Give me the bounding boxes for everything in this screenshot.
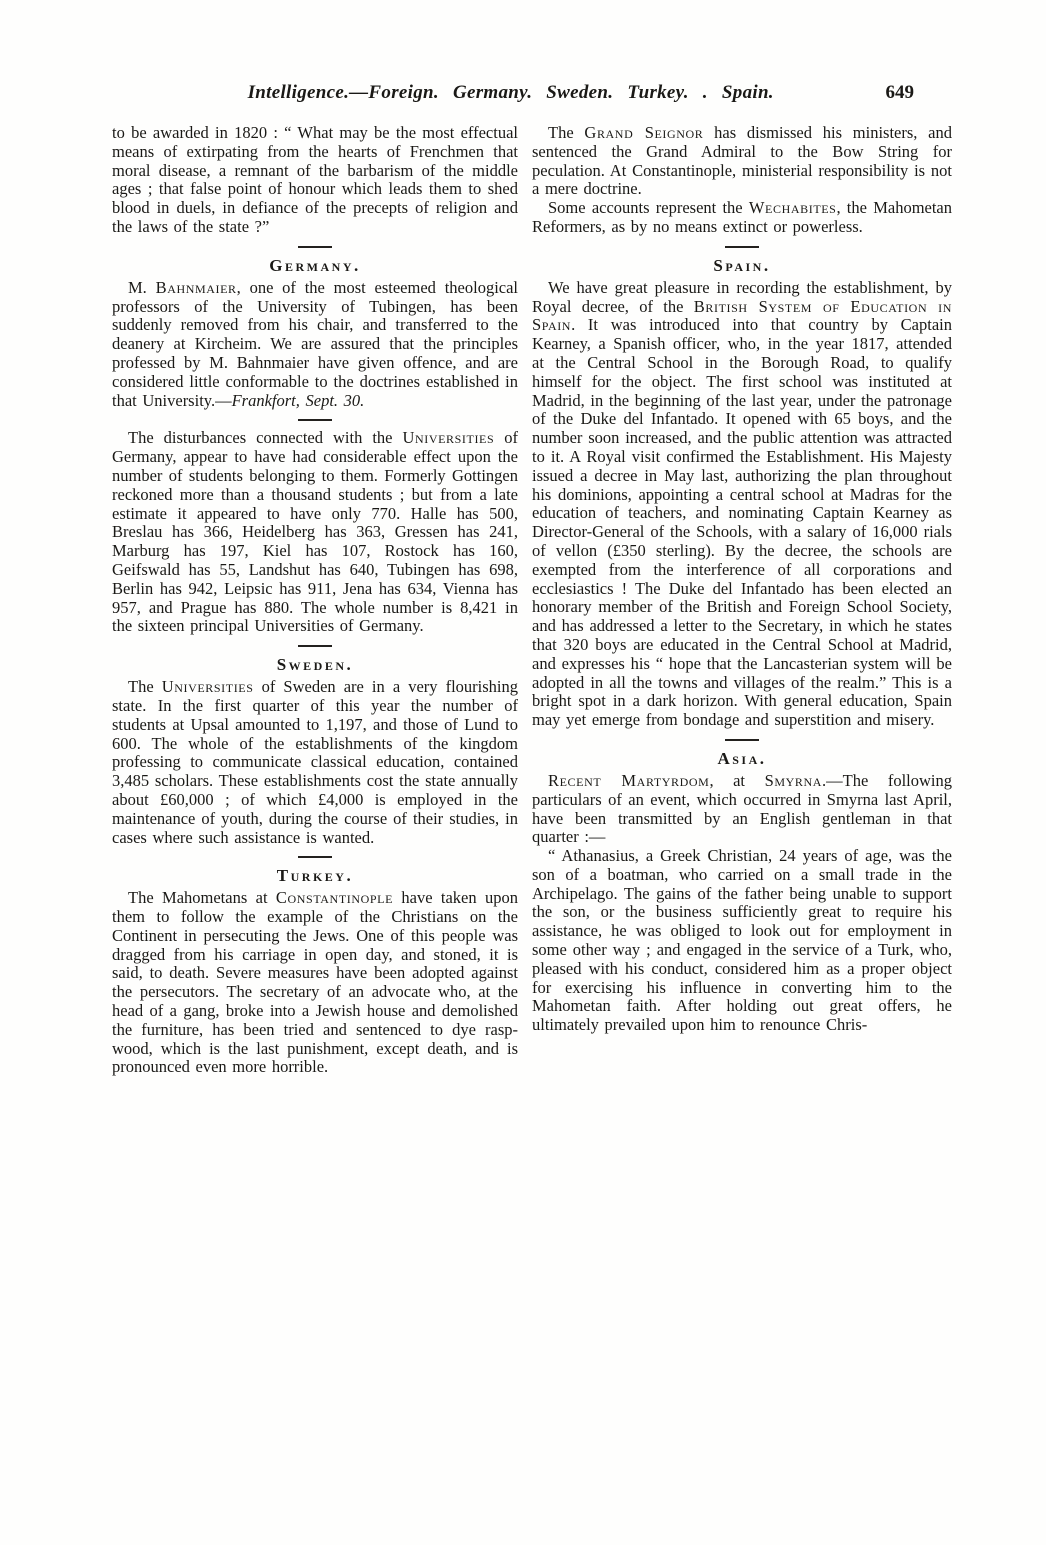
text-run: Some accounts represent the [548, 198, 749, 218]
text-run: .—The following particulars of an event, which occurred in Smyrna last April, have been transmitted by an English gentleman in that quarter :— [532, 770, 952, 847]
text-run: Universities [402, 428, 495, 448]
text-run: Grand Seignor [584, 123, 704, 142]
text-run: have taken upon them to follow the example of the Christians on the Continent in persecuting the Jews. One of this people was dragged from his carriage in open day, and stoned, it is said, to death. Severe measures have been adopted against the persecutors. The secretary of an advocate who, at the head of a gang, broke into a Jewish house and demolished the furniture, has been tried and sentenced to dye rasp-wood, which is the last punishment, except death, and is pronounced even more horrible. [112, 888, 518, 1077]
text-run: The Mahometans at [128, 888, 276, 908]
text-run: Wechabites [748, 198, 837, 218]
text-run: . It was introduced into that country by Captain Kearney, a Spanish officer, who, in the year 1817, attended at the Central School in the Borough Road, to qualify himself for the object. The first school was instituted at Madrid, in the beginning of the last year, under the patronage of the Duke del Infantado. It opened with 65 boys, and the number soon increased, and the public attention was attracted to it. A Royal visit confirmed the Establishment. His Majesty issued a decree in May last, authorizing the plan throughout his dominions, appointing a central school at Madras for the education of teachers, and nominating Captain Kearney as Director-General of the Schools, with a salary of 16,000 rials of vellon (£350 sterling). By the decree, the schools are exempted from the interference of all corporations and ecclesiastics ! The Duke del Infantado has been elected an honorary member of the British and Foreign School Society, and has addressed a letter to the Secretary, in which he states that 320 boys are educated in the Central School at Madrid, and expresses his “ hope that the Lancasterian system will be adopted in all the towns and villages of the realm.” This is a bright spot in a dark horizon. With general education, Spain may yet emerge from bondage and superstition and misery. [532, 315, 952, 730]
text-run: British System of Education in Spain [532, 296, 952, 335]
paragraph [112, 889, 518, 1077]
text-run: The [548, 123, 585, 142]
text-run: “ Athanasius, a Greek Christian, 24 years of age, was the son of a boatman, who carried on a small trade in the Archipelago. The gains of the father being unable to support the son, or the business sufficiently great to require his assistance, he was obliged to look out for employment in some other way ; and engaged in the service of a Turk, who, pleased with his conduct, considered him as a proper object for exercising his influence in converting him to the Mahometan faith. After holding out great offers, he ultimately prevailed upon him to renounce Chris- [532, 846, 952, 1035]
text-run: , the Mahometan Reformers, as by no means extinct or powerless. [532, 198, 953, 236]
section-heading: Asia. [717, 748, 767, 768]
text-run: of Germany, appear to have had considerable effect upon the number of students belonging to them. Formerly Gottingen reckoned more than a thousand students ; but from a late estimate it appeared to have only 770. Halle has 500, Breslau has 366, Heidelberg has 363, Gressen has 241, Marburg has 197, Kiel has 107, Rostock has 160, Geifswald has 55, Landshut has 640, Tubingen has 698, Berlin has 942, Leipsic has 911, Jena has 634, Vienna has 957, and Prague has 880. The whole number is 8,421 in the sixteen principal Universities of Germany. [112, 428, 519, 636]
running-header [0, 0, 1046, 104]
section-divider-rule [298, 419, 332, 421]
paragraph [532, 124, 952, 199]
text-run: Frankfort, Sept. 30. [231, 390, 365, 410]
paragraph [532, 847, 952, 1035]
text-run: , at [709, 770, 765, 790]
section-heading: Spain. [713, 255, 771, 275]
text-run: to be awarded in 1820 : “ What may be the most effectual means of extirpating from the hearts of Frenchmen that moral disease, a remnant of the barbarism of the middle ages ; that false point of honour which leads them to shed blood in duels, in defiance of the precepts of religion and the laws of the state ?” [112, 123, 518, 236]
section-heading: Sweden. [276, 655, 354, 675]
section-divider-rule [725, 246, 759, 248]
paragraph [112, 124, 518, 237]
section-divider-rule [725, 739, 759, 741]
paragraph [112, 279, 518, 411]
text-run: of Sweden are in a very flourishing state. In the first quarter of this year the number of students at Upsal amounted to 1,197, and those of Lund to 600. The whole of the establishments of the kingdom professing to communicate classical education, contained 3,485 scholars. These establishments cost the state annually about £60,000 ; of which £4,000 is employed in the maintenance of youth, during the course of their studies, in cases where such assistance is wanted. [112, 677, 519, 847]
text-run: We have great pleasure in recording the establishment, by Royal decree, of the [532, 277, 952, 316]
page-number: 649 [885, 82, 914, 103]
text-run: M. [128, 277, 156, 297]
text-run: Constantinople [275, 888, 394, 908]
section-heading: Germany. [269, 255, 361, 275]
paragraph [532, 199, 952, 237]
paragraph [112, 429, 518, 636]
paragraph [532, 279, 952, 730]
text-column-left [112, 124, 518, 1077]
text-run: The [128, 677, 162, 697]
section-divider-rule [298, 246, 332, 248]
section-heading: Turkey. [276, 866, 354, 886]
paragraph [112, 678, 518, 847]
running-header-title: Intelligence.—Foreign. Germany. Sweden. Turkey. . Spain. [247, 82, 774, 103]
text-run: Universities [161, 677, 254, 697]
text-run: has dismissed his ministers, and sentenced the Grand Admiral to the Bow String for peculation. At Constantinople, ministerial responsibility is not a mere doctrine. [532, 123, 952, 199]
section-divider-rule [298, 856, 332, 858]
text-run: , one of the most esteemed theological professors of the University of Tubingen, has been suddenly removed from his chair, and transferred to the deanery at Kircheim. We are assured that the principles professed by M. Bahnmaier have given offence, and are considered little conformable to the doctrines established in that University.— [112, 277, 519, 410]
text-run: The disturbances connected with the [128, 428, 403, 448]
text-run: Recent Martyrdom [548, 770, 710, 790]
text-run: Smyrna [764, 770, 823, 790]
paragraph [532, 772, 952, 847]
two-column-text-body [0, 104, 1046, 1077]
section-divider-rule [298, 645, 332, 647]
text-column-right [532, 124, 952, 1077]
text-run: Bahnmaier [155, 277, 237, 297]
